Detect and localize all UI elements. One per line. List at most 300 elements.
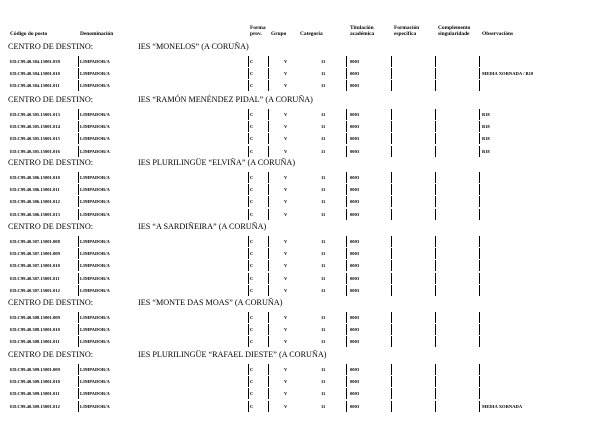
column-divider [479,312,480,323]
cell-code: ED.C99.40.306.15001.012 [10,199,60,205]
column-divider [268,248,269,259]
column-divider [435,401,436,412]
column-divider [78,260,79,271]
column-divider [346,401,347,412]
column-divider [435,209,436,220]
cell-titulacion: 0003 [350,327,360,333]
cell-denom: LIMPADOR/A [80,287,110,293]
column-divider [479,336,480,347]
table-row [0,376,615,387]
table-header [0,22,615,42]
cell-grupo: V [284,263,288,269]
header-complemento: Complemento singularidade [438,25,471,37]
column-divider [268,312,269,323]
cell-forma: C [250,124,254,130]
cell-forma: C [250,251,254,257]
cell-titulacion: 0003 [350,124,360,130]
cell-code: ED.C99.40.307.15001.012 [10,287,60,293]
column-divider [346,146,347,157]
column-divider [248,364,249,375]
column-divider [479,273,480,284]
cell-forma: C [250,59,254,64]
column-divider [346,121,347,132]
column-divider [268,285,269,296]
table-row [0,248,615,259]
cell-forma: C [250,71,254,77]
cell-categoria: 11 [321,287,326,293]
column-divider [346,109,347,120]
cell-code: ED.C99.40.309.15001.010 [10,379,60,385]
column-divider [435,336,436,347]
cell-grupo: V [284,339,288,345]
column-divider [479,209,480,220]
column-divider [391,401,392,412]
column-divider [268,273,269,284]
cell-denom: LIMPADOR/A [80,112,110,117]
column-divider [78,364,79,375]
column-divider [391,260,392,271]
column-divider [391,196,392,207]
section-centre-name: IES “A SARDIÑEIRA” (A CORUÑA) [138,222,267,231]
column-divider [391,388,392,399]
column-divider [248,324,249,335]
table-row [0,324,615,335]
column-divider [78,196,79,207]
table-row [0,68,615,79]
section-centre-name: IES “MONELOS” (A CORUÑA) [138,42,249,51]
cell-categoria: 11 [321,124,326,130]
cell-grupo: V [284,148,288,154]
cell-titulacion: 0003 [350,175,360,180]
cell-categoria: 11 [321,339,326,345]
header-titulacion: Titulación académica [350,25,375,37]
column-divider [346,324,347,335]
column-divider [268,236,269,247]
table-row [0,109,615,120]
cell-denom: LIMPADOR/A [80,71,110,77]
column-divider [346,273,347,284]
table-row [0,401,615,412]
header-categoria: Categoría [300,31,323,37]
cell-forma: C [250,327,254,333]
cell-titulacion: 0003 [350,391,360,397]
column-divider [435,80,436,91]
cell-forma: C [250,148,254,154]
column-divider [346,248,347,259]
header-codigo: Código do posto [10,31,48,37]
cell-forma: C [250,367,254,372]
column-divider [78,312,79,323]
column-divider [268,401,269,412]
cell-obs: B18 [482,136,490,142]
column-divider [268,324,269,335]
column-divider [391,184,392,195]
column-divider [479,236,480,247]
cell-categoria: 11 [321,187,326,193]
cell-forma: C [250,136,254,142]
cell-titulacion: 0003 [350,315,360,320]
header-forma: Forma prov. [250,25,266,37]
section-centre-name: IES “MONTE DAS MOAS” (A CORUÑA) [138,298,283,307]
column-divider [479,260,480,271]
column-divider [346,364,347,375]
column-divider [435,260,436,271]
column-divider [479,376,480,387]
column-divider [435,376,436,387]
column-divider [435,146,436,157]
cell-categoria: 11 [321,403,326,409]
column-divider [479,364,480,375]
column-divider [268,364,269,375]
table-row [0,56,615,67]
cell-forma: C [250,391,254,397]
column-divider [268,376,269,387]
column-divider [346,133,347,144]
cell-denom: LIMPADOR/A [80,327,110,333]
cell-grupo: V [284,136,288,142]
column-divider [248,248,249,259]
cell-categoria: 11 [321,239,326,244]
cell-code: ED.C99.40.307.15001.008 [10,239,60,244]
column-divider [391,285,392,296]
column-divider [479,196,480,207]
cell-denom: LIMPADOR/A [80,403,110,409]
column-divider [435,121,436,132]
column-divider [268,146,269,157]
cell-denom: LIMPADOR/A [80,379,110,385]
header-formacion: Formación específica [394,25,420,37]
column-divider [435,312,436,323]
column-divider [78,285,79,296]
column-divider [248,196,249,207]
cell-grupo: V [284,112,288,117]
column-divider [268,184,269,195]
section-centre-name: IES PLURILINGÜE “RAFAEL DIESTE” (A CORUÑA) [138,350,327,359]
cell-forma: C [250,175,254,180]
table-row [0,273,615,284]
column-divider [78,336,79,347]
header-observacions: Observacións [482,31,514,37]
column-divider [346,285,347,296]
column-divider [346,80,347,91]
column-divider [479,146,480,157]
cell-obs: B18 [482,112,490,117]
column-divider [479,56,480,67]
column-divider [346,312,347,323]
column-divider [391,68,392,79]
column-divider [435,273,436,284]
cell-code: ED.C99.40.309.15001.011 [10,391,60,397]
cell-obs: B18 [482,124,490,130]
column-divider [435,56,436,67]
cell-categoria: 11 [321,367,326,372]
column-divider [78,184,79,195]
cell-categoria: 11 [321,83,326,89]
cell-forma: C [250,315,254,320]
column-divider [346,68,347,79]
cell-grupo: V [284,175,288,180]
cell-forma: C [250,339,254,345]
cell-denom: LIMPADOR/A [80,251,110,257]
cell-forma: C [250,187,254,193]
table-row [0,184,615,195]
column-divider [479,401,480,412]
column-divider [391,248,392,259]
cell-forma: C [250,83,254,89]
column-divider [479,184,480,195]
cell-grupo: V [284,71,288,77]
column-divider [268,133,269,144]
column-divider [435,172,436,183]
cell-titulacion: 0003 [350,379,360,385]
column-divider [268,209,269,220]
column-divider [248,376,249,387]
column-divider [248,209,249,220]
section-label: CENTRO DE DESTINO: [8,222,94,231]
column-divider [268,196,269,207]
column-divider [268,68,269,79]
cell-categoria: 11 [321,71,326,77]
table-row [0,364,615,375]
cell-code: ED.C99.40.307.15001.011 [10,275,60,281]
cell-forma: C [250,112,254,117]
column-divider [78,56,79,67]
column-divider [78,388,79,399]
column-divider [268,172,269,183]
cell-code: ED.C99.40.304.15001.039 [10,59,60,64]
column-divider [248,336,249,347]
column-divider [78,109,79,120]
cell-denom: LIMPADOR/A [80,391,110,397]
cell-titulacion: 0003 [350,71,360,77]
cell-code: ED.C99.40.307.15001.009 [10,251,60,257]
column-divider [268,80,269,91]
column-divider [346,56,347,67]
column-divider [268,260,269,271]
column-divider [248,401,249,412]
cell-code: ED.C99.40.306.15001.013 [10,211,60,217]
cell-categoria: 11 [321,275,326,281]
cell-code: ED.C99.40.305.15001.015 [10,136,60,142]
column-divider [479,172,480,183]
cell-grupo: V [284,211,288,217]
column-divider [391,133,392,144]
column-divider [248,312,249,323]
column-divider [268,388,269,399]
cell-categoria: 11 [321,391,326,397]
cell-denom: LIMPADOR/A [80,136,110,142]
column-divider [248,273,249,284]
cell-titulacion: 0003 [350,59,360,64]
column-divider [479,133,480,144]
cell-code: ED.C99.40.308.15001.010 [10,327,60,333]
section-centre-name: IES PLURILINGÜE “ELVIÑA” (A CORUÑA) [138,158,296,167]
cell-grupo: V [284,251,288,257]
cell-code: ED.C99.40.305.15001.016 [10,148,60,154]
column-divider [346,184,347,195]
cell-denom: LIMPADOR/A [80,339,110,345]
cell-titulacion: 0003 [350,339,360,345]
table-row [0,260,615,271]
column-divider [479,121,480,132]
cell-titulacion: 0003 [350,112,360,117]
column-divider [391,121,392,132]
column-divider [479,68,480,79]
cell-categoria: 11 [321,315,326,320]
column-divider [78,248,79,259]
column-divider [78,401,79,412]
column-divider [248,184,249,195]
column-divider [391,236,392,247]
cell-obs: B18 [482,148,490,154]
section-label: CENTRO DE DESTINO: [8,298,94,307]
table-row [0,285,615,296]
table-row [0,388,615,399]
column-divider [78,68,79,79]
table-row [0,209,615,220]
column-divider [78,121,79,132]
section-label: CENTRO DE DESTINO: [8,42,94,51]
column-divider [346,260,347,271]
column-divider [391,80,392,91]
cell-denom: LIMPADOR/A [80,367,110,372]
cell-titulacion: 0003 [350,403,360,409]
cell-denom: LIMPADOR/A [80,175,110,180]
table-row [0,196,615,207]
column-divider [391,209,392,220]
cell-code: ED.C99.40.304.15001.011 [10,83,60,89]
table-row [0,312,615,323]
column-divider [248,260,249,271]
column-divider [78,133,79,144]
cell-code: ED.C99.40.305.15001.014 [10,124,60,130]
cell-denom: LIMPADOR/A [80,187,110,193]
column-divider [435,109,436,120]
cell-titulacion: 0003 [350,136,360,142]
section-centre-name: IES “RAMÓN MENÉNDEZ PIDAL” (A CORUÑA) [138,95,313,104]
table-row [0,121,615,132]
column-divider [391,109,392,120]
header-denominacion: Denominación [80,31,114,37]
cell-denom: LIMPADOR/A [80,239,110,244]
cell-titulacion: 0003 [350,367,360,372]
cell-titulacion: 0003 [350,275,360,281]
column-divider [346,376,347,387]
column-divider [435,324,436,335]
cell-categoria: 11 [321,112,326,117]
cell-forma: C [250,275,254,281]
column-divider [435,236,436,247]
column-divider [391,312,392,323]
column-divider [346,336,347,347]
cell-grupo: V [284,327,288,333]
cell-forma: C [250,287,254,293]
cell-grupo: V [284,239,288,244]
column-divider [268,109,269,120]
cell-grupo: V [284,199,288,205]
column-divider [248,68,249,79]
cell-obs: MEDIA XORNADA / B10 [482,71,534,77]
cell-denom: LIMPADOR/A [80,83,110,89]
cell-titulacion: 0003 [350,239,360,244]
column-divider [391,146,392,157]
column-divider [268,56,269,67]
column-divider [435,196,436,207]
column-divider [248,133,249,144]
column-divider [78,80,79,91]
cell-categoria: 11 [321,263,326,269]
column-divider [248,285,249,296]
cell-code: ED.C99.40.309.15001.012 [10,403,60,409]
column-divider [268,121,269,132]
cell-grupo: V [284,403,288,409]
section-label: CENTRO DE DESTINO: [8,350,94,359]
column-divider [479,324,480,335]
column-divider [391,336,392,347]
cell-grupo: V [284,124,288,130]
cell-grupo: V [284,367,288,372]
column-divider [78,172,79,183]
cell-denom: LIMPADOR/A [80,124,110,130]
cell-forma: C [250,199,254,205]
cell-categoria: 11 [321,251,326,257]
column-divider [78,324,79,335]
cell-titulacion: 0003 [350,287,360,293]
cell-categoria: 11 [321,199,326,205]
cell-code: ED.C99.40.305.15001.013 [10,112,60,117]
column-divider [435,388,436,399]
column-divider [435,68,436,79]
column-divider [435,364,436,375]
cell-categoria: 11 [321,59,326,64]
column-divider [78,236,79,247]
cell-forma: C [250,211,254,217]
cell-categoria: 11 [321,379,326,385]
column-divider [248,172,249,183]
column-divider [479,109,480,120]
cell-titulacion: 0003 [350,211,360,217]
cell-denom: LIMPADOR/A [80,199,110,205]
column-divider [78,376,79,387]
cell-code: ED.C99.40.308.15001.009 [10,315,60,320]
column-divider [248,109,249,120]
column-divider [391,324,392,335]
cell-denom: LIMPADOR/A [80,263,110,269]
cell-categoria: 11 [321,148,326,154]
column-divider [479,80,480,91]
column-divider [248,56,249,67]
column-divider [78,146,79,157]
cell-denom: LIMPADOR/A [80,315,110,320]
column-divider [346,388,347,399]
column-divider [391,172,392,183]
cell-forma: C [250,379,254,385]
column-divider [78,209,79,220]
column-divider [346,172,347,183]
column-divider [479,388,480,399]
cell-titulacion: 0003 [350,148,360,154]
cell-code: ED.C99.40.307.15001.010 [10,263,60,269]
table-row [0,146,615,157]
cell-grupo: V [284,59,288,64]
cell-categoria: 11 [321,211,326,217]
cell-categoria: 11 [321,136,326,142]
cell-titulacion: 0003 [350,199,360,205]
cell-forma: C [250,263,254,269]
column-divider [248,146,249,157]
column-divider [248,388,249,399]
column-divider [435,248,436,259]
